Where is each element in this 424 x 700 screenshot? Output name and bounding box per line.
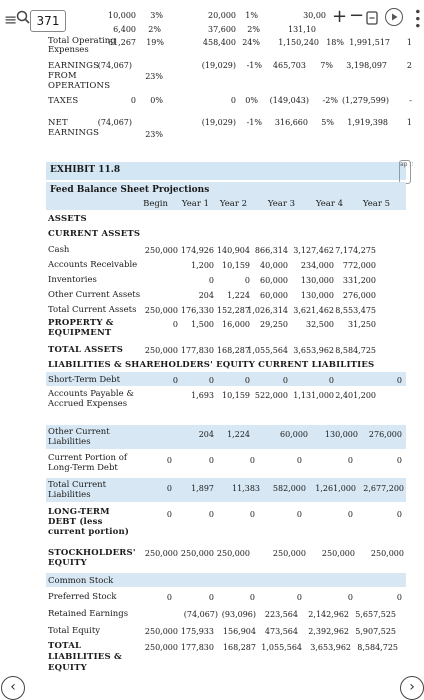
cell: -1%	[246, 118, 262, 127]
cell: 32,500	[306, 320, 334, 329]
cell: 250,000	[216, 549, 250, 558]
cell: 0	[296, 510, 302, 519]
row-label: Total Equity	[48, 626, 101, 636]
cell: (19,029)	[201, 61, 236, 70]
row-label: Short-Term Debt	[48, 375, 121, 385]
cell: 60,000	[260, 291, 288, 300]
cell: 1	[406, 118, 412, 127]
cell: 0	[328, 376, 334, 385]
cell: 5,657,525	[355, 610, 396, 619]
cell: 175,933	[180, 627, 214, 636]
cell: 174,926	[180, 246, 214, 255]
row-label: NET EARNINGS	[48, 118, 100, 138]
cell: (74,067)	[97, 118, 132, 127]
cell: 60,000	[260, 276, 288, 285]
cell: 152,287	[216, 306, 250, 315]
cell: 2,392,962	[308, 627, 349, 636]
row-label: Other Current Liabilities	[48, 427, 110, 447]
cell: (74,067)	[97, 61, 132, 70]
row-label: TOTAL ASSETS	[48, 345, 124, 355]
cell: 130,000	[324, 430, 358, 439]
cell: 250,000	[144, 627, 178, 636]
cell: 1,026,314	[247, 306, 288, 315]
cell: 0	[396, 376, 402, 385]
row-label: PROPERTY & EQUIPMENT	[48, 318, 114, 338]
row-label: TAXES	[48, 96, 79, 106]
cell: 2	[406, 61, 412, 70]
cell: 3,653,962	[310, 643, 351, 652]
row-label: LONG-TERM DEBT (less current portion)	[48, 507, 130, 537]
cell: 223,564	[264, 610, 298, 619]
cell: 40,000	[260, 261, 288, 270]
row-label: Preferred Stock	[48, 592, 117, 602]
cell: 250,000	[180, 549, 214, 558]
cell: 3,127,462	[293, 246, 334, 255]
cell: 177,830	[180, 346, 214, 355]
cell: 11,383	[232, 484, 260, 493]
cell: 0	[296, 456, 302, 465]
cell: 140,904	[216, 246, 250, 255]
cell: 0	[249, 593, 255, 602]
cell: 0	[282, 376, 288, 385]
cell: 3,653,962	[293, 346, 334, 355]
cell: 1,897	[191, 484, 214, 493]
cell: 156,904	[222, 627, 256, 636]
zoom-in-button[interactable]: +	[332, 6, 348, 27]
cell: 19%	[146, 38, 164, 47]
cell: 0	[244, 376, 250, 385]
cell: 168,287	[216, 346, 250, 355]
cell: 1,224	[227, 291, 250, 300]
cell: (1,279,599)	[342, 96, 389, 105]
cell: 1,131,000	[293, 391, 334, 400]
cell: 250,000	[321, 549, 355, 558]
cell: 60,000	[280, 430, 308, 439]
cell: 0	[130, 96, 136, 105]
cell: 3,198,097	[346, 61, 387, 70]
cell: 1,991,517	[349, 38, 390, 47]
cell: 2,142,962	[308, 610, 349, 619]
cell: 276,000	[342, 291, 376, 300]
cell: 18%	[326, 38, 344, 47]
cell: 1,500	[191, 320, 214, 329]
cell: 168,287	[222, 643, 256, 652]
cell: 1,261,000	[315, 484, 356, 493]
column-header: Year 4	[315, 199, 343, 209]
cell: -1%	[246, 61, 262, 70]
cell: 5,907,525	[355, 627, 396, 636]
cell: 1,055,564	[247, 346, 288, 355]
cell: 131,10	[288, 25, 316, 34]
more-options-icon[interactable]: •••	[410, 8, 424, 30]
cell: 331,200	[342, 276, 376, 285]
cell: 2%	[247, 25, 260, 34]
row-label: Inventories	[48, 275, 97, 285]
cell: 0	[208, 510, 214, 519]
cell: 10,159	[222, 261, 250, 270]
cell: 29,250	[260, 320, 288, 329]
cell: 0	[347, 456, 353, 465]
row-label: EARNINGS FROM OPERATIONS	[48, 61, 111, 91]
cell: 7,174,275	[335, 246, 376, 255]
cell: 3,621,462	[293, 306, 334, 315]
cell: 473,564	[264, 627, 298, 636]
cell: 1,200	[191, 261, 214, 270]
cell: 0	[396, 456, 402, 465]
row-label: TOTAL LIABILITIES & EQUITY	[48, 641, 122, 673]
cell: 37,600	[208, 25, 236, 34]
cell: 0%	[245, 96, 258, 105]
row-label: Total Current Assets	[48, 305, 137, 315]
row-label: Current Portion of Long-Term Debt	[48, 453, 127, 473]
row-label: Other Current Assets	[48, 290, 141, 300]
next-page-button[interactable]: ›	[400, 676, 424, 700]
row-label: Total Operating Expenses	[48, 36, 116, 55]
cell: 458,400	[202, 38, 236, 47]
cell: 0	[396, 510, 402, 519]
cell: 8,584,725	[335, 346, 376, 355]
cell: 0	[208, 456, 214, 465]
cell: 772,000	[342, 261, 376, 270]
cell: 130,000	[300, 276, 334, 285]
cell: 250,000	[144, 346, 178, 355]
section-heading: LIABILITIES & SHAREHOLDERS' EQUITY CURRENT LIABILITIES	[48, 360, 375, 370]
cell: 465,703	[272, 61, 306, 70]
cell: 130,000	[300, 291, 334, 300]
cell: 10,159	[222, 391, 250, 400]
cell: 250,000	[144, 643, 178, 652]
cell: 0	[249, 510, 255, 519]
prev-page-button[interactable]: ‹	[1, 676, 25, 700]
cell: (74,067)	[183, 610, 218, 619]
cell: 7%	[320, 61, 333, 70]
cell: 204	[198, 291, 214, 300]
column-header: Year 1	[181, 199, 209, 209]
cell: 0	[166, 456, 172, 465]
cell: -	[409, 96, 412, 105]
cell: 20,000	[208, 11, 236, 20]
cell: 204	[198, 430, 214, 439]
cell: 1	[406, 38, 412, 47]
row-label: Accounts Receivable	[48, 260, 138, 270]
cell: 1,055,564	[261, 643, 302, 652]
cell: 0	[244, 276, 250, 285]
cell: 316,660	[274, 118, 308, 127]
section-heading: CURRENT ASSETS	[48, 229, 141, 239]
cell: 6,400	[113, 25, 136, 34]
page-number-field[interactable]: 371	[30, 10, 66, 32]
cell: 234,000	[300, 261, 334, 270]
table-title: Feed Balance Sheet Projections	[50, 185, 210, 195]
row-label: Cash	[48, 245, 70, 255]
row-label: Retained Earnings	[48, 609, 129, 619]
zoom-out-button[interactable]: −	[349, 5, 365, 26]
cell: 2,677,200	[363, 484, 404, 493]
column-header: Begin	[143, 199, 168, 209]
cell: 0	[172, 320, 178, 329]
cell: 0	[230, 96, 236, 105]
cell: 0	[172, 376, 178, 385]
cell: 0	[208, 376, 214, 385]
cell: 0	[166, 484, 172, 493]
cell: 1,693	[191, 391, 214, 400]
cell: 0	[347, 593, 353, 602]
side-tab-icon[interactable]: ap ∷	[399, 160, 411, 184]
cell: 176,330	[180, 306, 214, 315]
cell: 177,830	[180, 643, 214, 652]
cell: 1,224	[227, 430, 250, 439]
cell: 1%	[245, 11, 258, 20]
cell: 0	[166, 510, 172, 519]
cell: 16,000	[222, 320, 250, 329]
cell: 0	[296, 593, 302, 602]
row-label: STOCKHOLDERS' EQUITY	[48, 548, 136, 568]
cell: 0%	[150, 96, 163, 105]
cell: 0	[208, 593, 214, 602]
cell: 0	[166, 593, 172, 602]
cell: 1,150,240	[278, 38, 319, 47]
cell: 23%	[145, 130, 163, 139]
cell: 0	[396, 593, 402, 602]
cell: 1,919,398	[347, 118, 388, 127]
cell: (149,043)	[269, 96, 309, 105]
cell: 522,000	[254, 391, 288, 400]
cell: (19,029)	[201, 118, 236, 127]
cell: (93,096)	[221, 610, 256, 619]
cell: 276,000	[368, 430, 402, 439]
row-label: Common Stock	[48, 576, 114, 586]
search-icon[interactable]	[16, 10, 30, 24]
cell: 2,401,200	[335, 391, 376, 400]
cell: 250,000	[144, 549, 178, 558]
cell: 31,250	[348, 320, 376, 329]
cell: 61,267	[108, 38, 136, 47]
cell: 8,553,475	[335, 306, 376, 315]
cell: -2%	[322, 96, 338, 105]
row-label: Total Current Liabilities	[48, 480, 107, 500]
menu-icon[interactable]: ≡	[4, 10, 18, 29]
cell: 250,000	[144, 246, 178, 255]
cell: 10,000	[108, 11, 136, 20]
row-label: Accounts Payable & Accrued Expenses	[48, 389, 134, 409]
cell: 250,000	[272, 549, 306, 558]
section-heading: ASSETS	[48, 214, 87, 224]
cell: 2%	[148, 25, 161, 34]
cell: 582,000	[272, 484, 306, 493]
cell: 0	[208, 276, 214, 285]
cell: 8,584,725	[357, 643, 398, 652]
column-header: Year 2	[219, 199, 247, 209]
cell: 24%	[242, 38, 260, 47]
cell: 866,314	[254, 246, 288, 255]
cell: 0	[347, 510, 353, 519]
cell: 0	[249, 456, 255, 465]
column-header: Year 3	[267, 199, 295, 209]
play-icon[interactable]	[385, 8, 403, 26]
cell: 30,00	[303, 11, 326, 20]
cell: 23%	[145, 72, 163, 81]
column-header: Year 5	[362, 199, 390, 209]
cell: 250,000	[144, 306, 178, 315]
exhibit-title: EXHIBIT 11.8	[50, 165, 121, 175]
cell: 5%	[321, 118, 334, 127]
cell: 3%	[150, 11, 163, 20]
page-view-icon[interactable]	[364, 10, 380, 26]
cell: 250,000	[370, 549, 404, 558]
